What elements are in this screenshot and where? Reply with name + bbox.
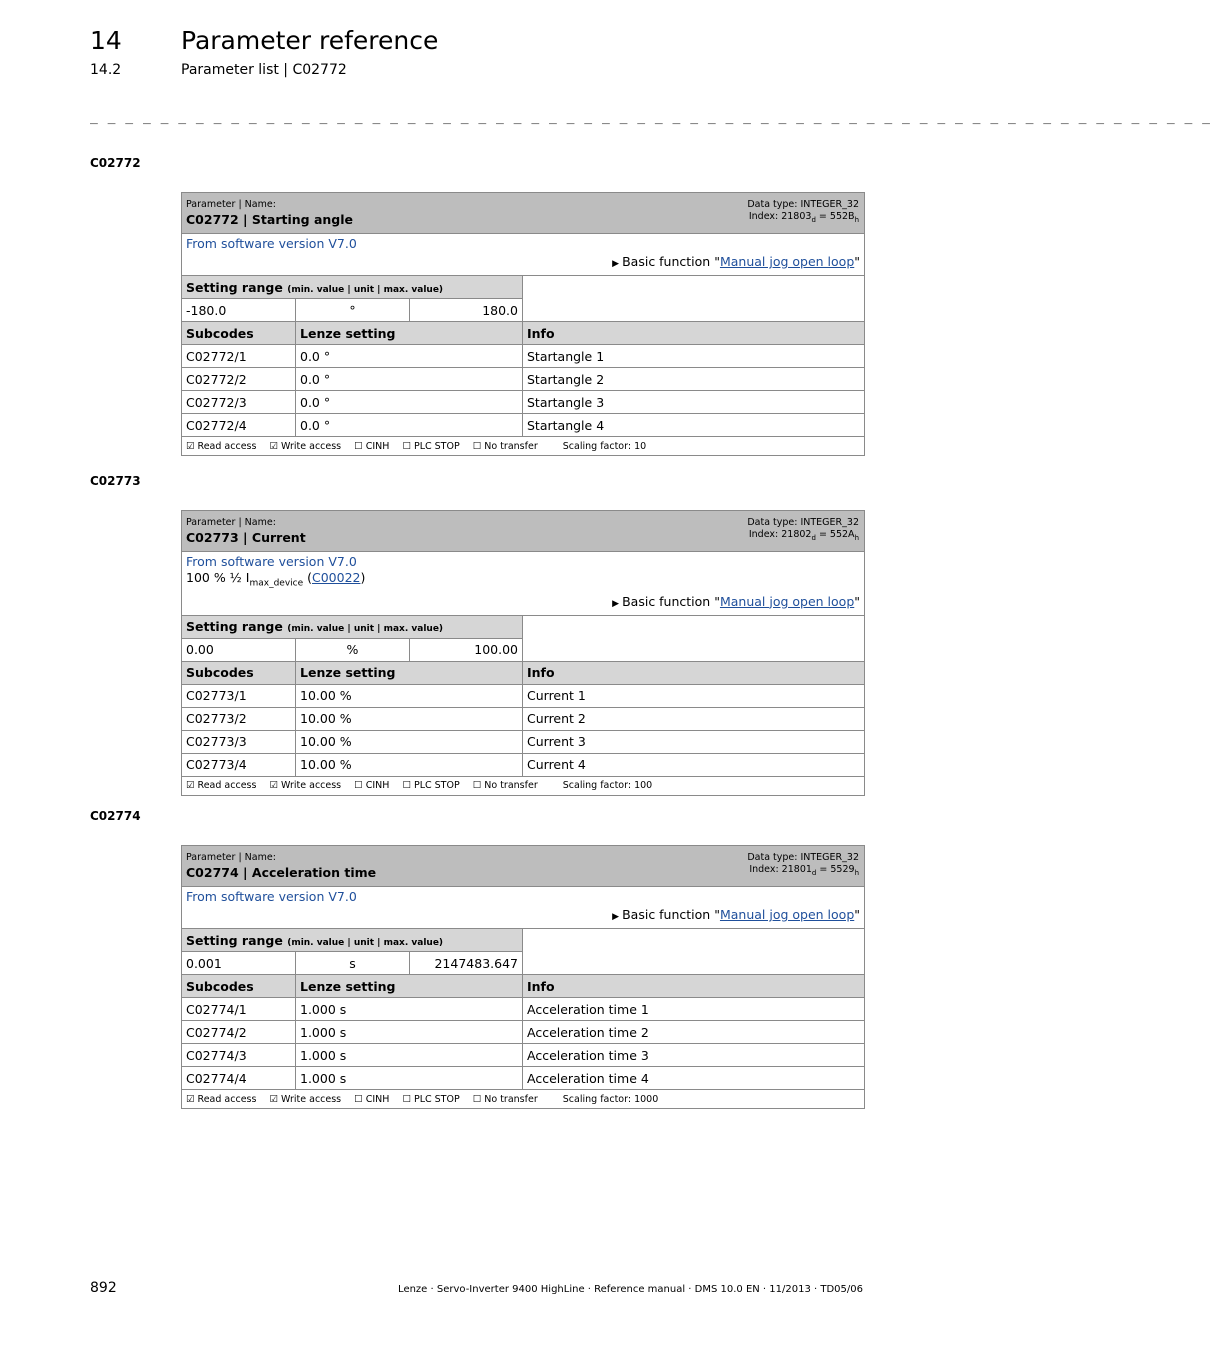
- info: Acceleration time 1: [523, 998, 865, 1021]
- no-transfer: ☐ No transfer: [472, 440, 538, 452]
- col-lenze-setting: Lenze setting: [296, 322, 523, 345]
- parameter-table: [181, 845, 865, 1109]
- subcode: C02774/4: [182, 1067, 296, 1090]
- col-subcodes: Subcodes: [182, 975, 296, 998]
- table-row: [182, 414, 865, 437]
- parameter-info: [182, 552, 865, 616]
- parameter-info: [182, 234, 865, 276]
- write-access: ☑ Write access: [269, 1093, 342, 1105]
- chapter-number: 14: [90, 26, 122, 55]
- parameter-header: [182, 193, 865, 234]
- info: Current 1: [523, 684, 865, 707]
- subcode: C02772/1: [182, 345, 296, 368]
- subcode: C02774/1: [182, 998, 296, 1021]
- reference-link[interactable]: C00022: [312, 570, 361, 585]
- subcode: C02773/1: [182, 684, 296, 707]
- subcode: C02772/2: [182, 368, 296, 391]
- lenze-setting: 1.000 s: [296, 998, 523, 1021]
- data-type: Data type: INTEGER_32: [747, 199, 859, 210]
- software-version: From software version V7.0: [186, 889, 357, 904]
- setting-range-blank: [523, 276, 865, 322]
- document-footer: Lenze · Servo-Inverter 9400 HighLine · Reference manual · DMS 10.0 EN · 11/2013 · TD05/06: [398, 1284, 863, 1295]
- table-row: [182, 707, 865, 730]
- parameter-heading: C02773: [90, 474, 141, 488]
- triangle-right-icon: ▶: [612, 259, 620, 269]
- table-row: [182, 391, 865, 414]
- lenze-setting: 0.0 °: [296, 368, 523, 391]
- subcode: C02774/3: [182, 1044, 296, 1067]
- parameter-name: C02772 | Starting angle: [186, 212, 354, 227]
- setting-range-blank: [523, 615, 865, 661]
- table-row: [182, 368, 865, 391]
- parameter-index: Index: $21802_d = 552A_h$: [748, 529, 859, 542]
- software-version: From software version V7.0: [186, 554, 357, 569]
- scaling-factor: Scaling factor: 10: [562, 440, 647, 452]
- table-row: [182, 730, 865, 753]
- lenze-setting: 10.00 %: [296, 730, 523, 753]
- triangle-right-icon: ▶: [612, 598, 620, 609]
- min-value: 0.001: [182, 952, 296, 975]
- reference-note: 100 % ½ $I_{max\_device}$ (C00022): [186, 570, 366, 589]
- setting-range-header: Setting range (min. value | unit | max. value): [182, 615, 523, 638]
- info: Acceleration time 3: [523, 1044, 865, 1067]
- page-number: 892: [90, 1280, 117, 1296]
- unit-value: %: [296, 638, 410, 661]
- read-access: ☑ Read access: [186, 780, 257, 791]
- subcode: C02773/2: [182, 707, 296, 730]
- parameter-info: [182, 887, 865, 929]
- header-separator: _ _ _ _ _ _ _ _ _ _ _ _ _ _ _ _ _ _ _ _ _ _ _ _ _ _ _ _ _ _ _ _ _ _ _ _ _ _ _ _ _ _ _ _ _ _ _ _ _ _ _ _ _ _ _ _ _ _ _ _ _ _ _ _: [90, 110, 1211, 125]
- table-row: [182, 684, 865, 707]
- access-footer: [182, 776, 865, 795]
- parameter-index: Index: $21801_d = 5529_h$: [749, 864, 859, 877]
- col-info: Info: [523, 322, 865, 345]
- read-access: ☑ Read access: [186, 1093, 257, 1105]
- basic-function-link[interactable]: Manual jog open loop: [719, 593, 855, 609]
- subcode: C02774/2: [182, 1021, 296, 1044]
- basic-function-link[interactable]: Manual jog open loop: [719, 907, 855, 922]
- setting-range-blank: [523, 929, 865, 975]
- table-row: [182, 1067, 865, 1090]
- access-footer: [182, 1090, 865, 1109]
- plc-stop: ☐ PLC STOP: [402, 440, 460, 452]
- setting-range-header: Setting range (min. value | unit | max. value): [182, 929, 523, 952]
- section-number: 14.2: [90, 62, 122, 78]
- info: Startangle 1: [523, 345, 865, 368]
- read-access: ☑ Read access: [186, 440, 257, 452]
- subcode: C02772/4: [182, 414, 296, 437]
- lenze-setting: 0.0 °: [296, 345, 523, 368]
- plc-stop: ☐ PLC STOP: [402, 1093, 460, 1105]
- max-value: 2147483.647: [410, 952, 523, 975]
- lenze-setting: 1.000 s: [296, 1067, 523, 1090]
- col-lenze-setting: Lenze setting: [296, 975, 523, 998]
- parameter-table: [181, 192, 865, 456]
- subcode: C02772/3: [182, 391, 296, 414]
- col-info: Info: [523, 661, 865, 684]
- table-row: [182, 345, 865, 368]
- data-type: Data type: INTEGER_32: [747, 517, 859, 528]
- data-type: Data type: INTEGER_32: [747, 852, 859, 863]
- table-row: [182, 1021, 865, 1044]
- lenze-setting: 1.000 s: [296, 1021, 523, 1044]
- cinh: ☐ CINH: [354, 1093, 390, 1105]
- chapter-title: Parameter reference: [181, 26, 439, 55]
- parameter-name: C02773 | Current: [186, 530, 306, 545]
- min-value: -180.0: [182, 299, 296, 322]
- access-footer: [182, 437, 865, 456]
- lenze-setting: 0.0 °: [296, 414, 523, 437]
- no-transfer: ☐ No transfer: [472, 1093, 538, 1105]
- plc-stop: ☐ PLC STOP: [402, 780, 460, 791]
- parameter-name: C02774 | Acceleration time: [186, 865, 377, 880]
- parameter-label: Parameter | Name:: [186, 199, 276, 210]
- col-lenze-setting: Lenze setting: [296, 661, 523, 684]
- unit-value: s: [296, 952, 410, 975]
- triangle-right-icon: ▶: [612, 912, 620, 922]
- min-value: 0.00: [182, 638, 296, 661]
- max-value: 180.0: [410, 299, 523, 322]
- parameter-heading: C02774: [90, 809, 141, 823]
- basic-function-link[interactable]: Manual jog open loop: [719, 254, 855, 269]
- cinh: ☐ CINH: [354, 440, 390, 452]
- info: Acceleration time 2: [523, 1021, 865, 1044]
- write-access: ☑ Write access: [269, 780, 342, 791]
- no-transfer: ☐ No transfer: [472, 780, 538, 791]
- info: Startangle 3: [523, 391, 865, 414]
- scaling-factor: Scaling factor: 1000: [562, 1093, 659, 1105]
- table-row: [182, 1044, 865, 1067]
- setting-range-header: Setting range (min. value | unit | max. value): [182, 276, 523, 299]
- write-access: ☑ Write access: [269, 440, 342, 452]
- parameter-heading: C02772: [90, 156, 141, 170]
- scaling-factor: Scaling factor: 100: [562, 780, 653, 791]
- info: Current 3: [523, 730, 865, 753]
- info: Current 2: [523, 707, 865, 730]
- table-row: [182, 998, 865, 1021]
- col-info: Info: [523, 975, 865, 998]
- basic-function: ▶ Basic function "Manual jog open loop": [612, 593, 860, 609]
- basic-function: ▶ Basic function "Manual jog open loop": [612, 254, 860, 269]
- lenze-setting: 10.00 %: [296, 684, 523, 707]
- cinh: ☐ CINH: [354, 780, 390, 791]
- software-version: From software version V7.0: [186, 236, 357, 251]
- max-value: 100.00: [410, 638, 523, 661]
- parameter-header: [182, 511, 865, 552]
- subcode: C02773/4: [182, 753, 296, 776]
- col-subcodes: Subcodes: [182, 322, 296, 345]
- info: Startangle 2: [523, 368, 865, 391]
- info: Current 4: [523, 753, 865, 776]
- lenze-setting: 10.00 %: [296, 707, 523, 730]
- parameter-table: [181, 510, 865, 796]
- col-subcodes: Subcodes: [182, 661, 296, 684]
- subcode: C02773/3: [182, 730, 296, 753]
- lenze-setting: 1.000 s: [296, 1044, 523, 1067]
- basic-function: ▶ Basic function "Manual jog open loop": [612, 907, 860, 922]
- lenze-setting: 10.00 %: [296, 753, 523, 776]
- unit-value: °: [296, 299, 410, 322]
- info: Acceleration time 4: [523, 1067, 865, 1090]
- parameter-index: Index: $21803_d = 552B_h$: [748, 211, 859, 224]
- parameter-header: [182, 846, 865, 887]
- parameter-label: Parameter | Name:: [186, 852, 276, 863]
- info: Startangle 4: [523, 414, 865, 437]
- lenze-setting: 0.0 °: [296, 391, 523, 414]
- section-title: Parameter list | C02772: [181, 62, 347, 78]
- table-row: [182, 753, 865, 776]
- parameter-label: Parameter | Name:: [186, 517, 276, 528]
